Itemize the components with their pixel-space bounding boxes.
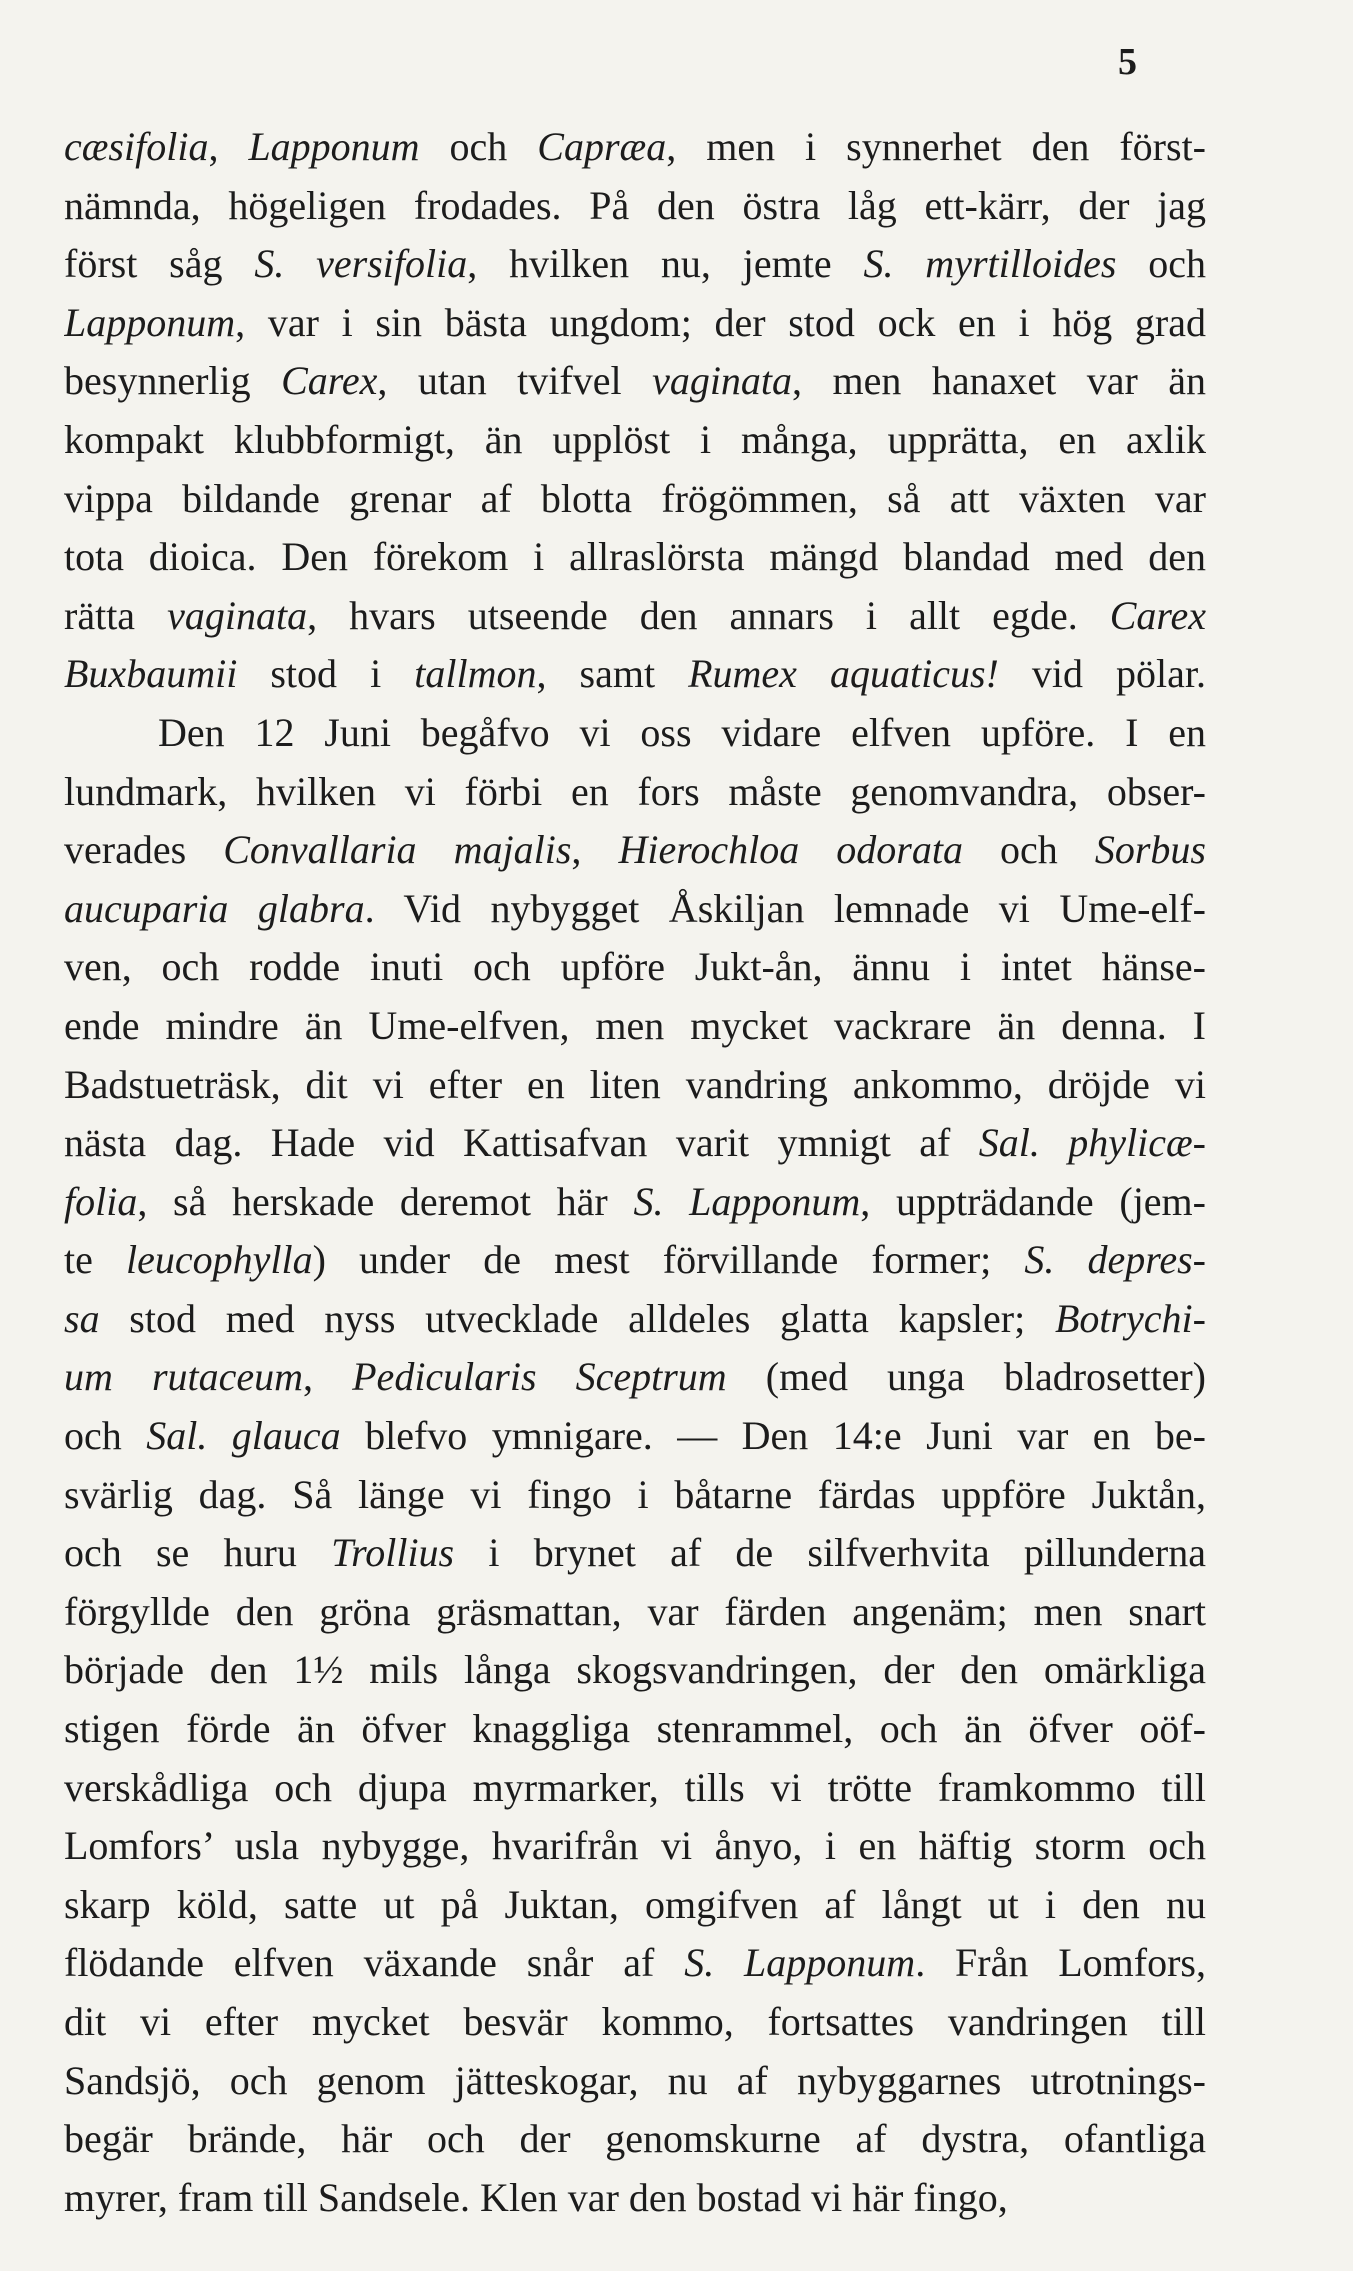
text-line: lundmark, hvilken vi förbi en fors måste genomvandra, obser- <box>64 768 1206 814</box>
text-line: ven, och rodde inuti och upföre Jukt-ån, ännu i intet hänse- <box>64 944 1206 990</box>
text-line: nästa dag. Hade vid Kattisafvan varit ymnigt af Sal. phylicæ- <box>64 1120 1206 1166</box>
text-line: um rutaceum, Pedicularis Sceptrum (med unga bladrosetter) <box>64 1354 1206 1400</box>
text-line: först såg S. versifolia, hvilken nu, jemte S. myrtilloides och <box>64 241 1206 287</box>
text-line: nämnda, högeligen frodades. På den östra låg ett-kärr, der jag <box>64 182 1206 228</box>
text-line: te leucophylla) under de mest förvillande former; S. depres- <box>64 1237 1206 1283</box>
text-line: svärlig dag. Så länge vi fingo i båtarne färdas uppföre Juktån, <box>64 1471 1206 1517</box>
text-line: ende mindre än Ume-elfven, men mycket vackrare än denna. I <box>64 1002 1206 1048</box>
text-line: besynnerlig Carex, utan tvifvel vaginata, men hanaxet var än <box>64 358 1206 404</box>
text-line: flödande elfven växande snår af S. Lapponum. Från Lomfors, <box>64 1940 1206 1986</box>
text-line: folia, så herskade deremot här S. Lapponum, uppträdande (jem- <box>64 1178 1206 1224</box>
text-line: dit vi efter mycket besvär kommo, fortsattes vandringen till <box>64 1999 1206 2044</box>
text-line: rätta vaginata, hvars utseende den annars i allt egde. Carex <box>64 592 1206 638</box>
text-line: förgyllde den gröna gräsmattan, var färden angenäm; men snart <box>64 1588 1206 1634</box>
text-line: kompakt klubbformigt, än upplöst i många, upprätta, en axlik <box>64 416 1206 462</box>
page-number: 5 <box>1118 41 1137 83</box>
text-line: Badstueträsk, dit vi efter en liten vandring ankommo, dröjde vi <box>64 1061 1206 1107</box>
text-line: verades Convallaria majalis, Hierochloa odorata och Sorbus <box>64 827 1206 873</box>
text-line: Sandsjö, och genom jätteskogar, nu af nybyggarnes utrotnings- <box>64 2057 1206 2103</box>
text-line: Buxbaumii stod i tallmon, samt Rumex aquaticus! vid pölar. <box>64 651 1206 697</box>
text-line: tota dioica. Den förekom i allraslörsta mängd blandad med den <box>64 534 1206 580</box>
text-line: och Sal. glauca blefvo ymnigare. — Den 14:e Juni var en be- <box>64 1413 1206 1459</box>
text-line: begär brände, här och der genomskurne af dystra, ofantliga <box>64 2116 1206 2162</box>
text-line: sa stod med nyss utvecklade alldeles glatta kapsler; Botrychi- <box>64 1295 1206 1341</box>
text-body <box>64 118 1206 2227</box>
text-line: och se huru Trollius i brynet af de silfverhvita pillunderna <box>64 1530 1206 1576</box>
text-line: cæsifolia, Lapponum och Capræa, men i synnerhet den först- <box>64 124 1206 169</box>
text-line: skarp köld, satte ut på Juktan, omgifven af långt ut i den nu <box>64 1881 1206 1927</box>
text-line: aucuparia glabra. Vid nybygget Åskiljan lemnade vi Ume-elf- <box>64 885 1206 931</box>
text-line: Den 12 Juni begåfvo vi oss vidare elfven upföre. I en <box>158 709 1206 755</box>
text-line: Lomfors’ usla nybygge, hvarifrån vi ånyo, i en häftig storm och <box>64 1823 1206 1869</box>
text-line: vippa bildande grenar af blotta frögömmen, så att växten var <box>64 475 1206 521</box>
text-line: verskådliga och djupa myrmarker, tills vi trötte framkommo till <box>64 1764 1206 1810</box>
text-line: började den 1½ mils långa skogsvandringen, der den omärkliga <box>64 1647 1206 1693</box>
text-line: Lapponum, var i sin bästa ungdom; der stod ock en i hög grad <box>64 299 1206 345</box>
text-line: stigen förde än öfver knaggliga stenrammel, och än öfver oöf- <box>64 1706 1206 1752</box>
text-line: myrer, fram till Sandsele. Klen var den bostad vi här fingo, <box>64 2174 1008 2220</box>
